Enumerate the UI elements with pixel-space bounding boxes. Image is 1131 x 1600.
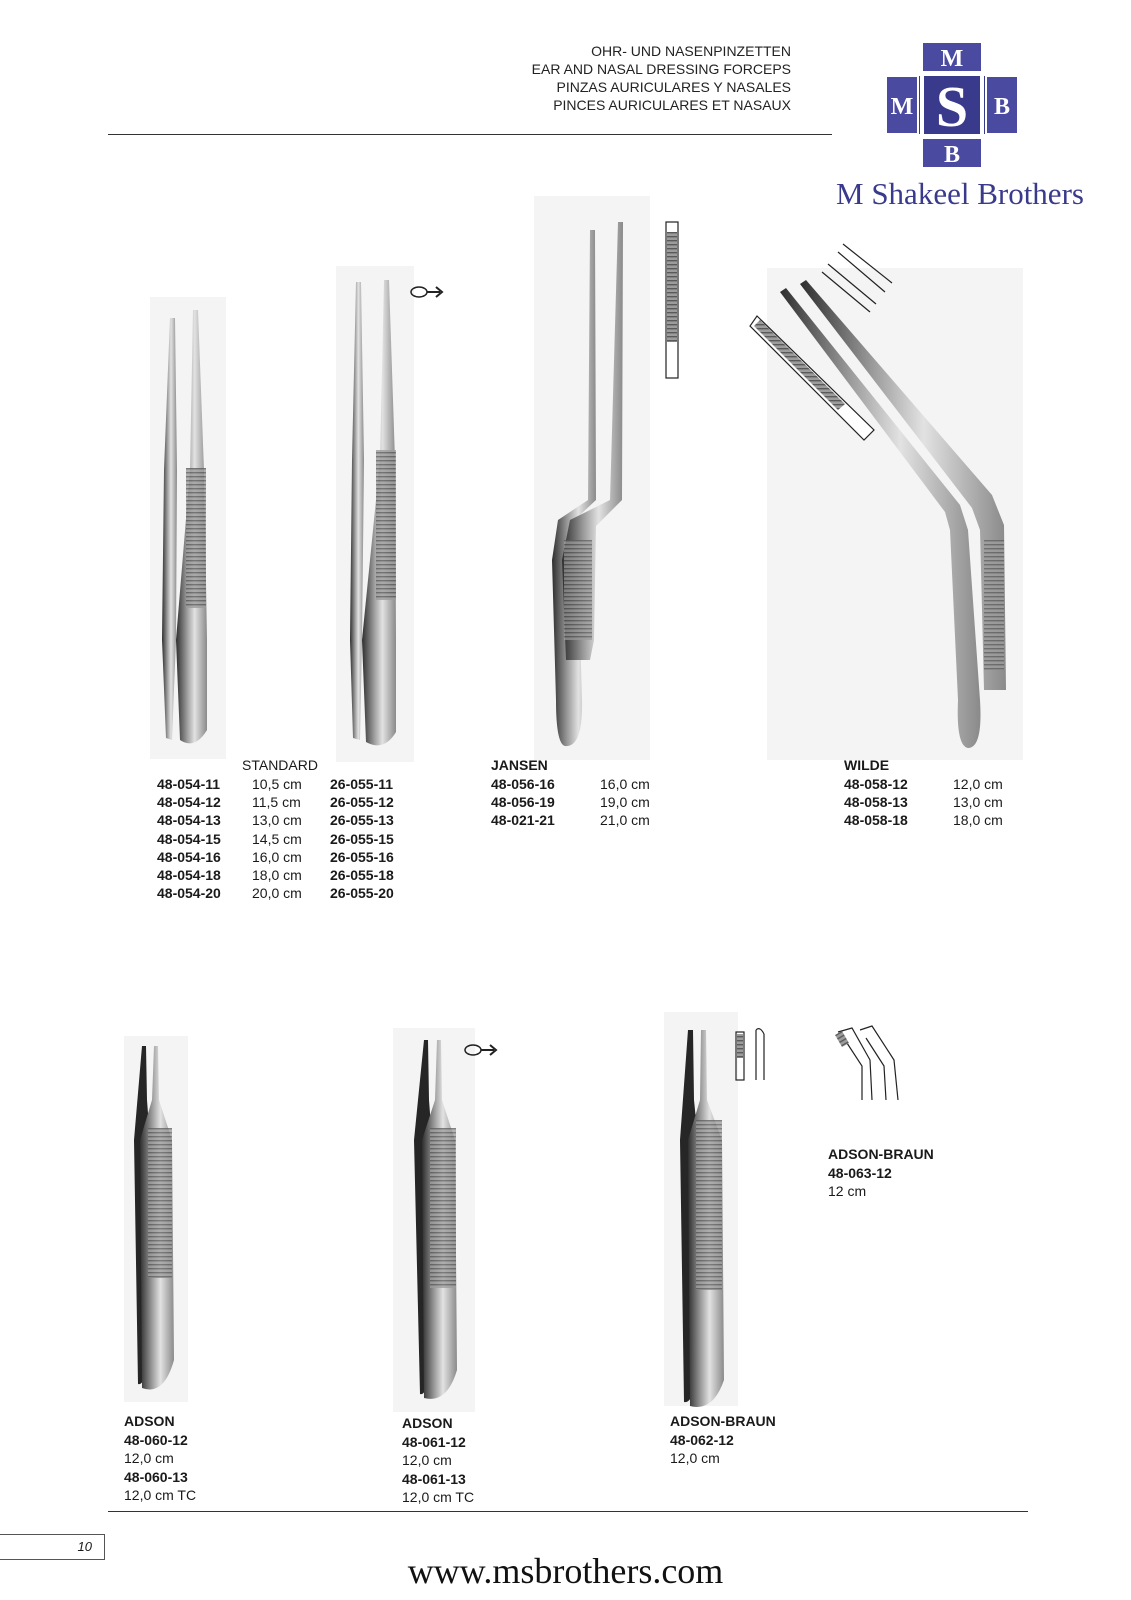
jansen-forceps-image [534,196,678,760]
article-code-pin: 26-055-11 [330,776,394,792]
article-code: 48-058-12 [844,776,908,792]
logo-letter-top: M [940,46,964,72]
size: 16,0 cm [600,776,650,792]
logo-letter-left: M [890,94,914,120]
product-title: ADSON [124,1413,175,1429]
size: 12,0 cm [953,776,1003,792]
size: 12,0 cm [402,1452,452,1468]
article-code-pin: 26-055-18 [330,866,394,883]
table-row [157,793,407,811]
table-row [157,866,407,884]
standard-table [157,775,407,902]
article-code: 48-060-12 [124,1431,188,1448]
logo-letter-right: B [993,94,1011,120]
jansen-table [491,775,671,830]
wilde-forceps-image [750,244,1023,760]
article-code-pin: 26-055-15 [330,830,394,847]
adson-braun-info-2 [828,1145,934,1201]
article-code: 48-058-13 [844,794,908,811]
article-code: 48-063-12 [828,1164,892,1181]
article-code: 48-054-12 [157,794,221,811]
title-french: PINCES AURICULARES ET NASAUX [553,97,791,113]
product-title: ADSON-BRAUN [828,1146,934,1162]
article-code: 48-054-15 [157,830,221,847]
size-tc: 12,0 cm TC [124,1487,197,1503]
website-link[interactable]: www.msbrothers.com [407,1551,724,1591]
size: 19,0 cm [600,794,650,811]
table-row [157,775,407,793]
article-code-tc: 48-060-13 [124,1468,188,1485]
article-code-tc: 48-061-13 [402,1470,466,1487]
standard-forceps-image-2 [336,266,414,762]
size: 14,5 cm [252,830,302,847]
article-code: 48-054-20 [157,885,221,902]
table-row [157,848,407,866]
logo-letter-center: S [935,74,969,139]
adson-forceps-image-2 [393,1028,475,1412]
size: 12 cm [828,1183,867,1199]
article-code-pin: 26-055-12 [330,794,394,811]
adson-info-2 [402,1414,474,1507]
table-row [491,811,671,829]
article-code: 48-056-16 [491,776,555,792]
standard-title: STANDARD [242,757,318,773]
pin-tooth-icon [411,287,442,297]
size: 12,0 cm [670,1450,720,1466]
title-german: OHR- UND NASENPINZETTEN [591,43,791,59]
article-code-pin: 26-055-13 [330,812,394,829]
logo-letter-bottom: B [943,142,961,168]
table-row [491,775,671,793]
table-row [844,811,1024,829]
article-code: 48-054-11 [157,776,221,792]
title-english: EAR AND NASAL DRESSING FORCEPS [531,61,791,77]
size: 10,5 cm [252,776,302,792]
article-code: 48-054-18 [157,866,221,883]
table-row [157,811,407,829]
jansen-title: JANSEN [491,757,548,773]
size: 21,0 cm [600,812,650,829]
footer-divider [108,1511,1028,1512]
article-code: 48-054-13 [157,812,221,829]
title-spanish: PINZAS AURICULARES Y NASALES [556,79,791,95]
size: 13,0 cm [953,794,1003,811]
adson-braun-info [670,1412,776,1468]
article-code: 48-056-19 [491,794,555,811]
article-code-pin: 26-055-20 [330,885,394,902]
article-code: 48-061-12 [402,1433,466,1450]
page-number: 10 [0,1534,105,1560]
size: 12,0 cm [124,1450,174,1466]
size: 11,5 cm [252,794,301,811]
brand-name: M Shakeel Brothers [836,176,1084,211]
product-title: ADSON [402,1415,453,1431]
product-title: ADSON-BRAUN [670,1413,776,1429]
wilde-table [844,775,1024,830]
size: 18,0 cm [953,812,1003,829]
size: 18,0 cm [252,866,302,883]
table-row [491,793,671,811]
size-tc: 12,0 cm TC [402,1489,475,1505]
size: 16,0 cm [252,848,302,865]
size: 20,0 cm [252,885,302,902]
table-row [844,793,1024,811]
standard-forceps-image [150,297,226,759]
table-row [844,775,1024,793]
table-row [157,884,407,902]
adson-braun-forceps-image [664,1012,764,1407]
adson-braun-tip-detail-image [835,1026,898,1100]
article-code-pin: 26-055-16 [330,848,394,865]
article-code: 48-021-21 [491,812,555,829]
wilde-title: WILDE [844,757,890,773]
article-code: 48-058-18 [844,812,908,829]
article-code: 48-062-12 [670,1431,734,1448]
size: 13,0 cm [252,812,302,829]
table-row [157,830,407,848]
adson-forceps-image [124,1036,188,1402]
article-code: 48-054-16 [157,848,221,865]
adson-info [124,1412,196,1505]
